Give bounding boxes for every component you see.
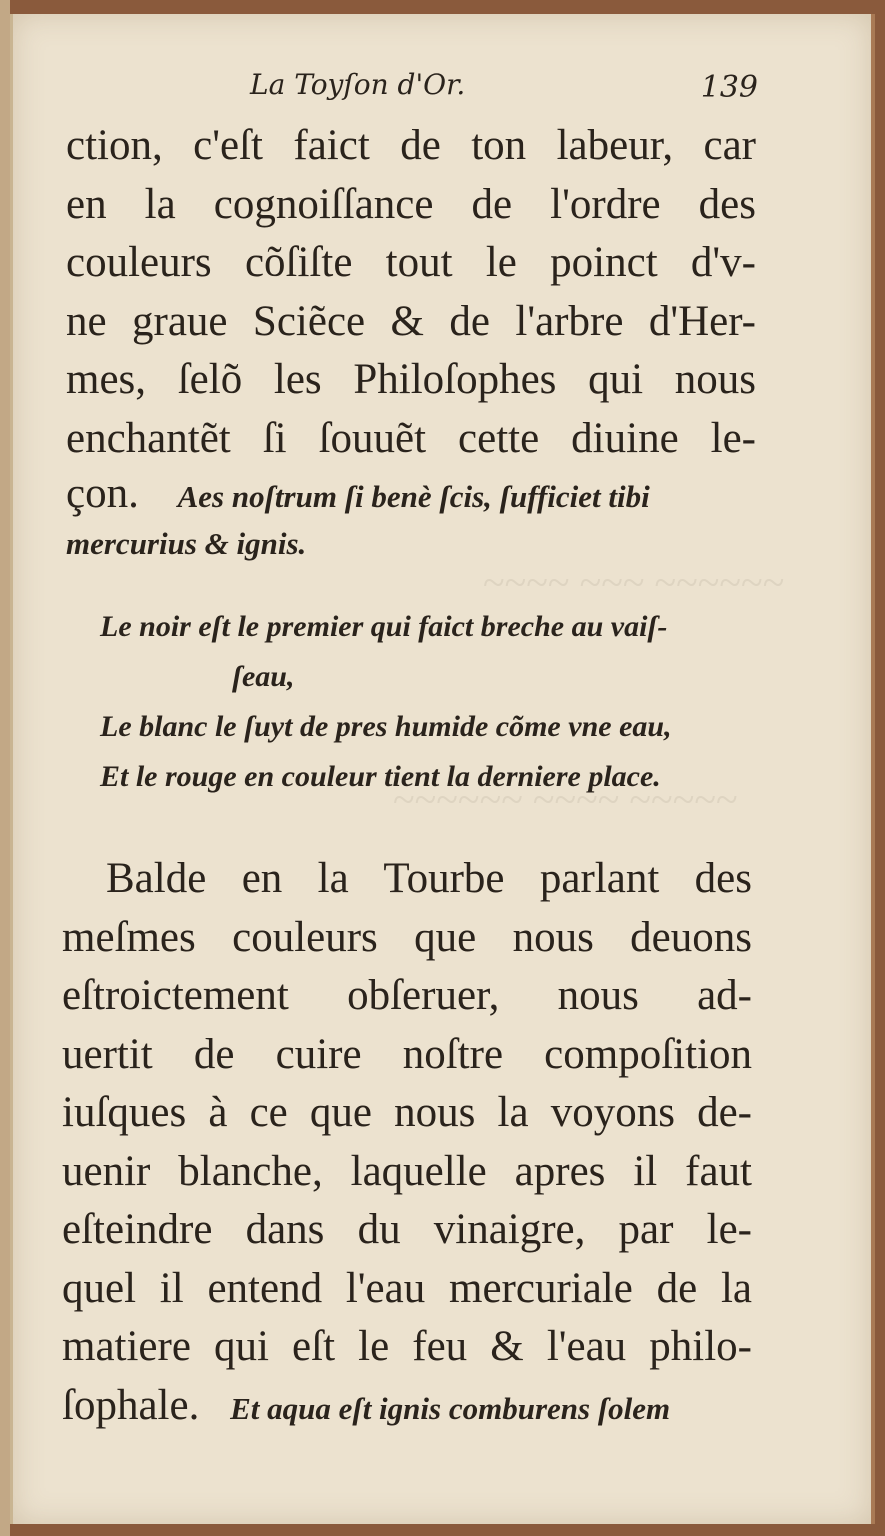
- verse-line-continuation: ſeau,: [232, 660, 295, 693]
- verse-line: Le blanc le ſuyt de pres humide cõme vne eau,: [100, 710, 672, 743]
- show-through-ink-2: ~~~~~~ ~~~~ ~~~~~: [393, 777, 738, 822]
- text-line: uenir blanche, laquelle apres il faut: [62, 1147, 752, 1195]
- verse-line: Et le rouge en couleur tient la derniere place.: [100, 760, 661, 793]
- text-line-mixed: [62, 1377, 752, 1436]
- latin-quote: Aes noſtrum ſi benè ſcis, ſufficiet tibi: [177, 479, 650, 514]
- running-head: [60, 62, 760, 114]
- show-through-ink: ~~~~ ~~~ ~~~~~~: [483, 560, 785, 605]
- text-line: ne graue Sciẽce & de l'arbre d'Her-: [66, 297, 756, 345]
- latin-quote-continued: mercurius & ignis.: [66, 526, 307, 561]
- text-line: en la cognoiſſance de l'ordre des: [66, 180, 756, 228]
- text-fragment: ſophale.: [62, 1381, 200, 1429]
- page-binding-edge: [0, 0, 10, 1536]
- text-line: enchantẽt ſi ſouuẽt cette diuine le-: [66, 414, 756, 462]
- text-line: eſteindre dans du vinaigre, par le-: [62, 1206, 752, 1253]
- text-line: iuſques à ce que nous la voyons de-: [62, 1089, 752, 1136]
- text-line: ction, c'eſt faict de ton labeur, car: [66, 122, 756, 169]
- text-line: couleurs cõſiſte tout le poinct d'v-: [66, 239, 756, 286]
- page-number: 139: [700, 70, 758, 105]
- text-line: quel il entend l'eau mercuriale de la: [62, 1264, 752, 1312]
- running-title: La Toyſon d'Or.: [250, 68, 466, 101]
- paragraph-1: [66, 117, 756, 568]
- text-line: mes, ſelõ les Philoſophes qui nous: [66, 356, 756, 403]
- verse-block: [100, 602, 760, 802]
- text-line: meſmes couleurs que nous deuons: [62, 913, 752, 961]
- text-line-mixed: [66, 468, 756, 520]
- verse-line: Le noir eſt le premier qui faict breche au vaiſ-: [100, 610, 668, 643]
- paragraph-2: [62, 850, 752, 1435]
- text-line: uertit de cuire noſtre compoſition: [62, 1030, 752, 1078]
- text-line: eſtroictement obſeruer, nous ad-: [62, 972, 752, 1019]
- text-line: Balde en la Tourbe parlant des: [106, 855, 752, 902]
- latin-quote: Et aqua eſt ignis comburens ſolem: [230, 1390, 671, 1426]
- text-fragment: çon.: [66, 470, 139, 517]
- text-line: matiere qui eſt le feu & l'eau philo-: [62, 1323, 752, 1370]
